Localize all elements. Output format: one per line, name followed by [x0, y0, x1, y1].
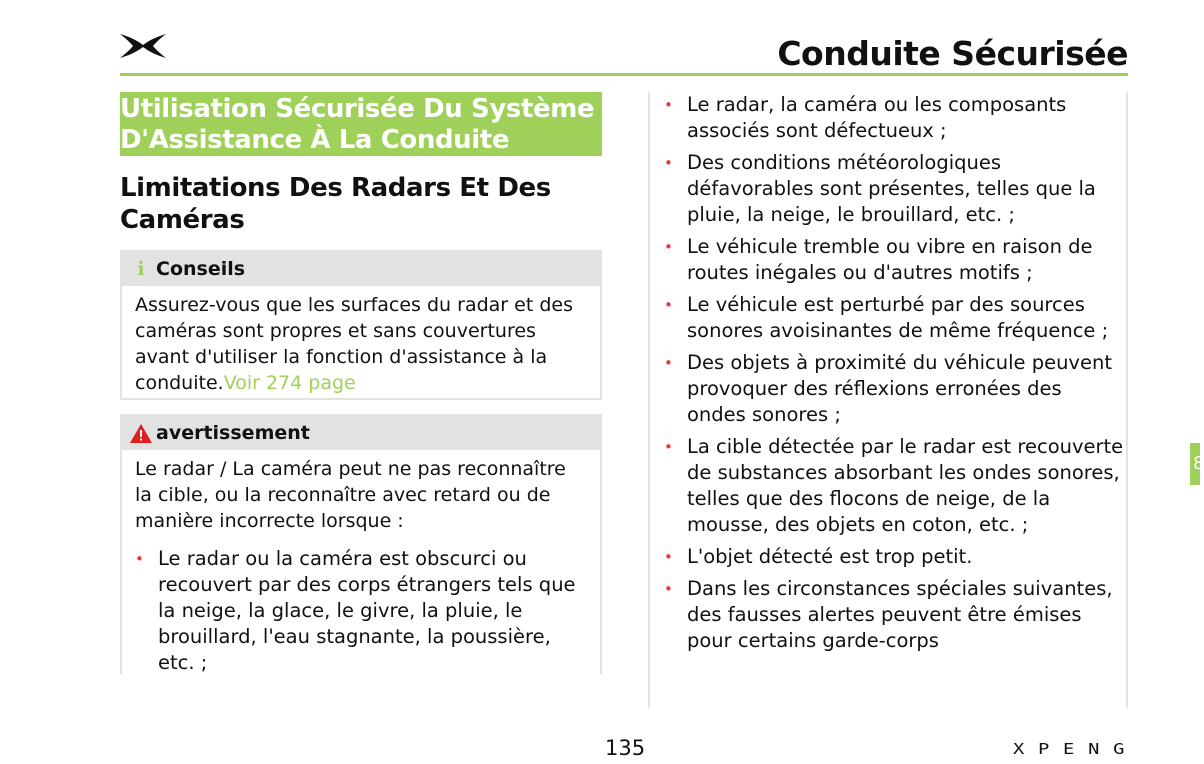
list-item: • Le radar ou la caméra est obscurci ou recouvert par des corps étrangers tels que la neige, la glace, le givre, la pluie, le brouillard, l'eau stagnante, la poussière, etc. ;	[135, 546, 588, 676]
list-item: • Le radar, la caméra ou les composants associés sont défectueux ;	[664, 92, 1126, 144]
warning-label: avertissement	[156, 422, 310, 444]
side-tab-label: 8	[1193, 453, 1204, 474]
tip-label: Conseils	[156, 258, 246, 280]
sub-title: Limitations Des Radars Et Des Caméras	[120, 173, 551, 235]
tip-text: Assurez-vous que les surfaces du radar et des caméras sont propres et sans couvertures avant d'utiliser la fonction d'assistance à la conduite.	[135, 294, 573, 394]
warning-body	[122, 450, 600, 686]
list-item: • L'objet détecté est trop petit.	[664, 544, 1126, 570]
section-title: Utilisation Sécurisée Du Système D'Assistance À La Conduite	[120, 92, 602, 156]
left-column	[120, 92, 602, 674]
page-link[interactable]: Voir 274 page	[223, 372, 356, 394]
warning-box	[120, 414, 602, 674]
page-number: 135	[605, 736, 646, 760]
list-item: • Le véhicule est perturbé par des sources sonores avoisinantes de même fréquence ;	[664, 292, 1126, 344]
info-icon: i	[137, 258, 145, 280]
warning-icon	[126, 424, 156, 443]
tip-body	[122, 286, 600, 398]
warning-header	[122, 416, 600, 450]
list-item: • Le véhicule tremble ou vibre en raison de routes inégales ou d'autres motifs ;	[664, 234, 1126, 286]
chapter-title: Conduite Sécurisée	[777, 34, 1128, 73]
list-item: • Dans les circonstances spéciales suivantes, des fausses alertes peuvent être émises pour certains garde-corps	[664, 576, 1126, 654]
list-item: • Des conditions météorologiques défavorables sont présentes, telles que la pluie, la neige, le brouillard, etc. ;	[664, 150, 1126, 228]
right-column	[648, 92, 1128, 708]
xpeng-logo-icon	[120, 34, 166, 58]
tip-header	[122, 252, 600, 286]
chapter-side-tab[interactable]	[1190, 443, 1204, 485]
list-item: • Des objets à proximité du véhicule peuvent provoquer des réflexions erronées des ondes sonores ;	[664, 350, 1126, 428]
tip-box	[120, 250, 602, 400]
header-divider	[120, 73, 1128, 76]
warning-text: Le radar / La caméra peut ne pas reconnaître la cible, ou la reconnaître avec retard ou de manière incorrecte lorsque :	[135, 458, 566, 532]
brand-wordmark: XPENG	[1012, 740, 1138, 758]
list-item: • La cible détectée par le radar est recouverte de substances absorbant les ondes sonores, telles que des flocons de neige, de la mousse, des objets en coton, etc. ;	[664, 434, 1126, 538]
